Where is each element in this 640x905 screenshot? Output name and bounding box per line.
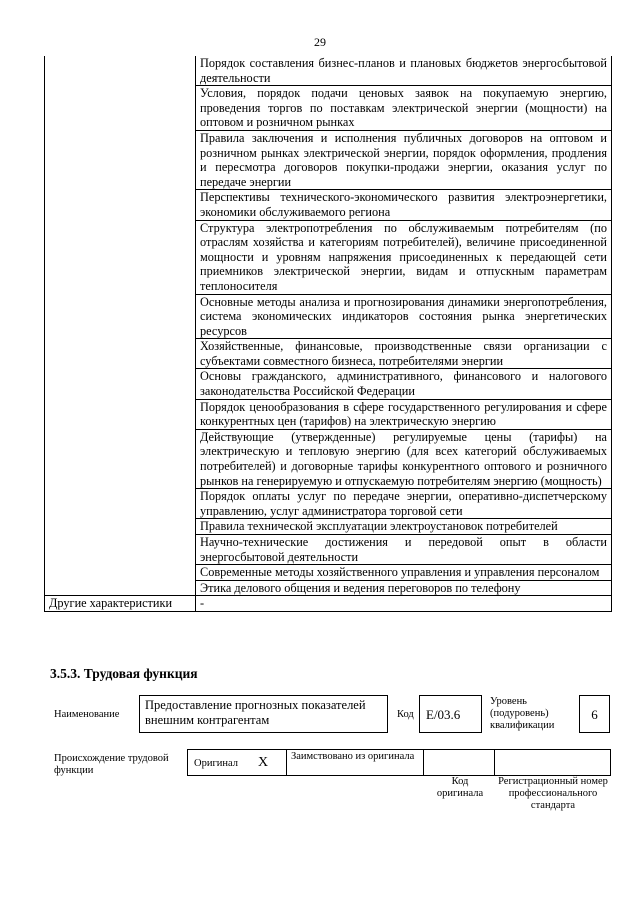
knowledge-item: Современные методы хозяйственного управления и управления персоналом	[196, 565, 612, 581]
knowledge-table	[44, 56, 612, 612]
table-row	[45, 190, 612, 220]
row-label-cell	[45, 580, 196, 596]
row-label-cell	[45, 130, 196, 189]
code-value: E/03.6	[419, 695, 482, 733]
original-cell	[187, 749, 287, 776]
table-row	[45, 519, 612, 535]
original-mark: X	[258, 755, 269, 770]
row-label-cell	[45, 535, 196, 565]
name-label: Наименование	[54, 709, 120, 720]
table-row	[45, 220, 612, 294]
origin-label: Происхождение трудовой функции	[54, 753, 169, 776]
code-original-label: Код оригинала	[436, 776, 484, 799]
other-characteristics-label: Другие характеристики	[45, 596, 196, 612]
table-row	[45, 130, 612, 189]
knowledge-item: Правила заключения и исполнения публичных договоров на оптовом и розничном рынках электрической энергии, порядок оформления, продления и пересмотра договоров покупки-продажи энергии, оказания услуг по передаче энергии	[196, 130, 612, 189]
code-label: Код	[397, 709, 414, 720]
row-label-cell	[45, 369, 196, 399]
knowledge-item: Перспективы технического-экономического развития электроэнергетики, экономики обслуживаемого региона	[196, 190, 612, 220]
knowledge-item: Порядок оплаты услуг по передаче энергии, оперативно-диспетчерскому управлению, услуг администратора торговой сети	[196, 489, 612, 519]
row-label-cell	[45, 220, 196, 294]
knowledge-item: Основы гражданского, административного, финансового и налогового законодательства Российской Федерации	[196, 369, 612, 399]
knowledge-item: Основные методы анализа и прогнозирования динамики энергопотребления, система экономических индикаторов состояния рынка энергетических ресурсов	[196, 294, 612, 339]
knowledge-item: Правила технической эксплуатации электроустановок потребителей	[196, 519, 612, 535]
row-label-cell	[45, 294, 196, 339]
table-row	[45, 580, 612, 596]
table-row	[45, 535, 612, 565]
row-label-cell	[45, 339, 196, 369]
code-original-cell	[423, 749, 495, 776]
reg-number-cell	[494, 749, 611, 776]
row-label-cell	[45, 399, 196, 429]
knowledge-item: Порядок составления бизнес-планов и плановых бюджетов энергосбытовой деятельности	[196, 56, 612, 86]
knowledge-item: Хозяйственные, финансовые, производственные связи организации с субъектами совместного бизнеса, потребителями энергии	[196, 339, 612, 369]
table-row	[45, 565, 612, 581]
name-value: Предоставление прогнозных показателей внешним контрагентам	[139, 695, 388, 733]
level-value: 6	[579, 695, 610, 733]
row-label-cell	[45, 429, 196, 488]
row-label-cell	[45, 565, 196, 581]
knowledge-item: Порядок ценообразования в сфере государственного регулирования и сфере конкурентных цен (тарифов) на электрическую энергию	[196, 399, 612, 429]
knowledge-item: Структура электропотребления по обслуживаемым потребителям (по отраслям хозяйства и категориям потребителей), величине присоединенной мощности и уровням напряжения присоединенных к передающей сети приемников электрической энергии, видам и отпускным параметрам теплоносителя	[196, 220, 612, 294]
table-row	[45, 56, 612, 86]
table-row	[45, 399, 612, 429]
level-label: Уровень (подуровень) квалификации	[490, 696, 555, 731]
row-label-cell	[45, 56, 196, 86]
table-row	[45, 369, 612, 399]
original-label: Оригинал	[194, 758, 238, 769]
table-row	[45, 294, 612, 339]
table-row	[45, 429, 612, 488]
knowledge-item: Научно-технические достижения и передовой опыт в области энергосбытовой деятельности	[196, 535, 612, 565]
knowledge-item: Условия, порядок подачи ценовых заявок на покупаемую энергию, проведения торгов по поставкам электрической энергии (мощности) на оптовом и розничном рынках	[196, 86, 612, 131]
table-row	[45, 86, 612, 131]
row-label-cell	[45, 86, 196, 131]
row-label-cell	[45, 190, 196, 220]
row-label-cell	[45, 519, 196, 535]
other-characteristics-row	[45, 596, 612, 612]
other-characteristics-value: -	[196, 596, 612, 612]
knowledge-item: Действующие (утвержденные) регулируемые цены (тарифы) на электрическую и тепловую энергию (для всех категорий обслуживаемых потребителей) и договорные тарифы конкурентного оптового и розничного рынков на генерируемую и отпускаемую потребителям энергию (мощность)	[196, 429, 612, 488]
section-title: 3.5.3. Трудовая функция	[50, 666, 198, 681]
page-number: 29	[314, 35, 326, 49]
borrowed-cell: Заимствовано из оригинала	[286, 749, 424, 776]
row-label-cell	[45, 489, 196, 519]
table-row	[45, 339, 612, 369]
knowledge-item: Этика делового общения и ведения переговоров по телефону	[196, 580, 612, 596]
reg-number-label: Регистрационный номер профессионального стандарта	[498, 776, 608, 811]
table-row	[45, 489, 612, 519]
